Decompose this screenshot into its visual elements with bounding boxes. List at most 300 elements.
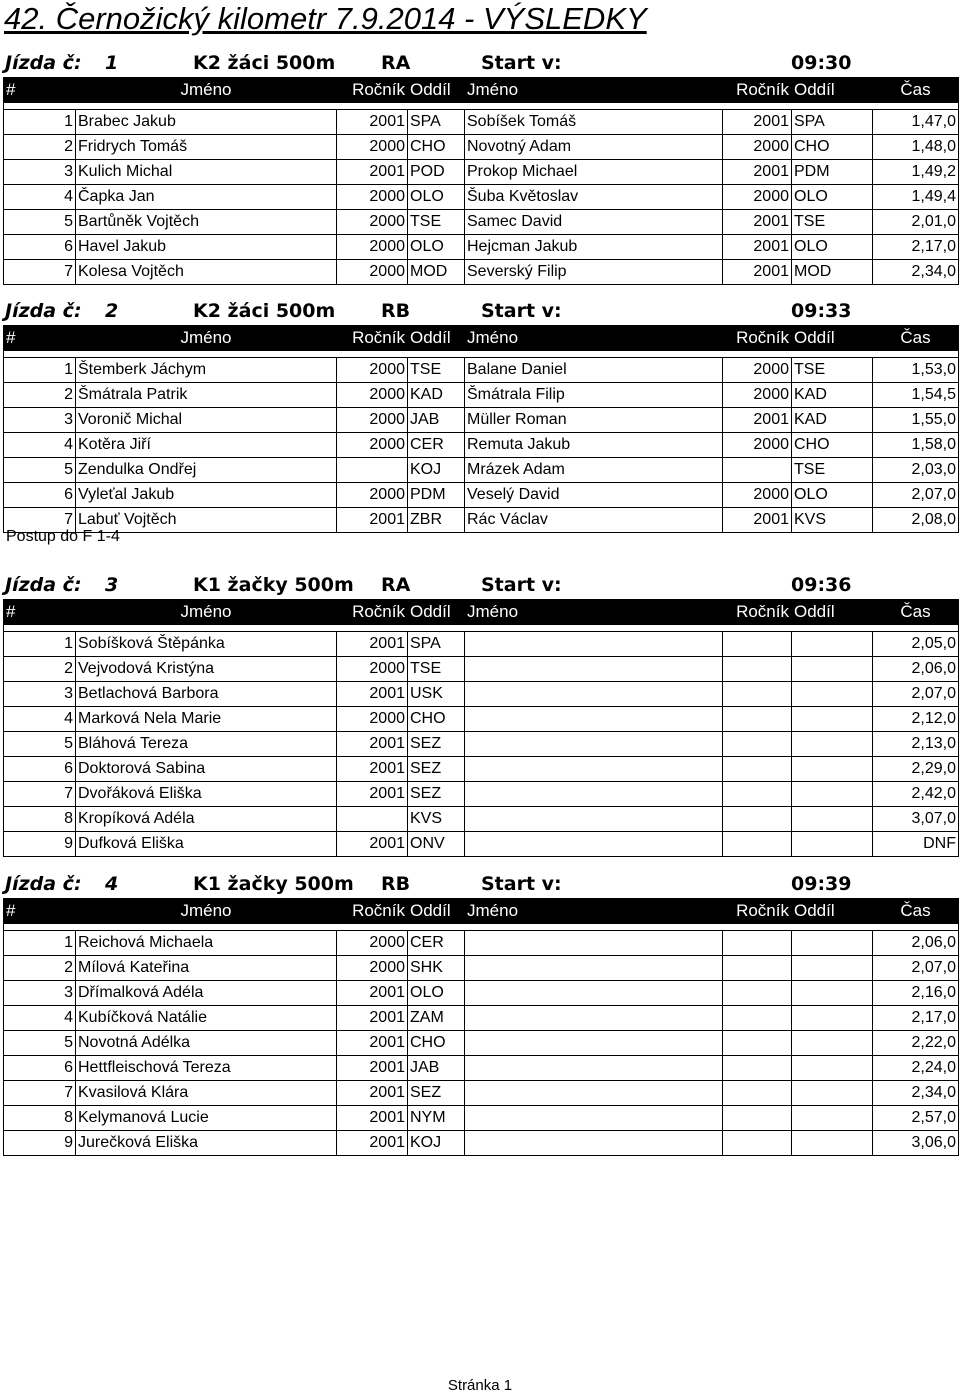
col-header-name-2: Jméno <box>465 78 723 103</box>
cell-name-2 <box>465 782 723 807</box>
table-row <box>4 210 959 235</box>
cell-club: TSE <box>408 657 465 682</box>
table-row <box>4 1031 959 1056</box>
cell-position: 4 <box>4 707 76 732</box>
table-row <box>4 807 959 832</box>
cell-year: 2001 <box>337 1081 408 1106</box>
cell-name: Mílová Kateřina <box>76 956 337 981</box>
cell-club: SEZ <box>408 1081 465 1106</box>
cell-name-2: Rác Václav <box>465 508 723 533</box>
col-header-year: Ročník <box>337 899 408 924</box>
cell-club-2 <box>792 1081 873 1106</box>
cell-club-2 <box>792 981 873 1006</box>
cell-club-2 <box>792 1106 873 1131</box>
cell-position: 6 <box>4 1056 76 1081</box>
cell-club-2: CHO <box>792 135 873 160</box>
cell-club: JAB <box>408 408 465 433</box>
cell-time: 2,57,0 <box>873 1106 959 1131</box>
cell-year-2: 2000 <box>723 433 792 458</box>
cell-year: 2000 <box>337 931 408 956</box>
cell-name: Čapka Jan <box>76 185 337 210</box>
col-header-club: Oddíl <box>408 899 465 924</box>
cell-position: 7 <box>4 508 76 533</box>
cell-position: 5 <box>4 210 76 235</box>
cell-time: 2,07,0 <box>873 682 959 707</box>
cell-club: ONV <box>408 832 465 857</box>
results-table <box>3 599 959 857</box>
page-title: 42. Černožický kilometr 7.9.2014 - VÝSLEDKY <box>4 1 647 36</box>
cell-position: 9 <box>4 1131 76 1156</box>
cell-name: Jurečková Eliška <box>76 1131 337 1156</box>
cell-club: SHK <box>408 956 465 981</box>
cell-year: 2000 <box>337 235 408 260</box>
cell-name-2: Samec David <box>465 210 723 235</box>
cell-club-2: KAD <box>792 383 873 408</box>
cell-club-2: KVS <box>792 508 873 533</box>
col-header-time: Čas <box>873 78 959 103</box>
col-header-club-2: Oddíl <box>792 899 873 924</box>
cell-position: 3 <box>4 682 76 707</box>
table-row <box>4 1131 959 1156</box>
cell-name: Vejvodová Kristýna <box>76 657 337 682</box>
cell-position: 7 <box>4 782 76 807</box>
cell-club-2 <box>792 1131 873 1156</box>
cell-position: 8 <box>4 807 76 832</box>
heat-header <box>3 870 958 898</box>
cell-time: 2,24,0 <box>873 1056 959 1081</box>
cell-year-2 <box>723 832 792 857</box>
table-row <box>4 931 959 956</box>
cell-club: OLO <box>408 235 465 260</box>
cell-club: KVS <box>408 807 465 832</box>
cell-position: 2 <box>4 956 76 981</box>
cell-name-2 <box>465 1006 723 1031</box>
heat-category: K1 žačky 500m <box>193 574 354 596</box>
col-header-name: Jméno <box>76 899 337 924</box>
cell-year-2: 2001 <box>723 160 792 185</box>
cell-name: Hettfleischová Tereza <box>76 1056 337 1081</box>
cell-club-2 <box>792 682 873 707</box>
table-row <box>4 160 959 185</box>
cell-name: Zendulka Ondřej <box>76 458 337 483</box>
cell-position: 5 <box>4 1031 76 1056</box>
table-row <box>4 707 959 732</box>
cell-time: 1,55,0 <box>873 408 959 433</box>
heat-label: Jízda č: <box>5 574 82 596</box>
cell-name: Bartůněk Vojtěch <box>76 210 337 235</box>
heat-category: K2 žáci 500m <box>193 52 336 74</box>
cell-name-2 <box>465 1106 723 1131</box>
heat-number: 2 <box>105 300 119 322</box>
heat-section <box>3 297 958 533</box>
table-row <box>4 1056 959 1081</box>
cell-club-2: OLO <box>792 185 873 210</box>
cell-year: 2001 <box>337 732 408 757</box>
heat-number: 4 <box>105 873 119 895</box>
cell-position: 4 <box>4 185 76 210</box>
cell-name-2 <box>465 832 723 857</box>
cell-club: ZAM <box>408 1006 465 1031</box>
cell-year-2 <box>723 807 792 832</box>
table-row <box>4 508 959 533</box>
cell-name-2 <box>465 757 723 782</box>
table-header-row <box>4 78 959 103</box>
cell-position: 1 <box>4 358 76 383</box>
cell-year-2 <box>723 782 792 807</box>
cell-club-2: TSE <box>792 458 873 483</box>
heat-race: RA <box>381 574 411 596</box>
cell-name: Kulich Michal <box>76 160 337 185</box>
cell-time: 1,49,4 <box>873 185 959 210</box>
heat-race: RA <box>381 52 411 74</box>
cell-club: OLO <box>408 185 465 210</box>
heat-race: RB <box>381 873 411 895</box>
cell-club: OLO <box>408 981 465 1006</box>
cell-name: Novotná Adélka <box>76 1031 337 1056</box>
cell-year: 2001 <box>337 1056 408 1081</box>
col-header-name-2: Jméno <box>465 600 723 625</box>
col-header-name: Jméno <box>76 78 337 103</box>
cell-name: Havel Jakub <box>76 235 337 260</box>
cell-name: Kolesa Vojtěch <box>76 260 337 285</box>
heat-number: 1 <box>105 52 119 74</box>
col-header-club-2: Oddíl <box>792 600 873 625</box>
col-header-year: Ročník <box>337 600 408 625</box>
table-row <box>4 260 959 285</box>
cell-year: 2000 <box>337 135 408 160</box>
cell-name-2 <box>465 1031 723 1056</box>
cell-year: 2001 <box>337 508 408 533</box>
col-header-name: Jméno <box>76 600 337 625</box>
results-table <box>3 898 959 1156</box>
table-header-row <box>4 326 959 351</box>
col-header-time: Čas <box>873 600 959 625</box>
table-row <box>4 433 959 458</box>
cell-position: 6 <box>4 235 76 260</box>
cell-club-2: SPA <box>792 110 873 135</box>
cell-club-2: PDM <box>792 160 873 185</box>
cell-time: 2,07,0 <box>873 956 959 981</box>
table-header-row <box>4 600 959 625</box>
heat-start-time: 09:36 <box>791 574 852 596</box>
cell-year-2: 2001 <box>723 260 792 285</box>
cell-year-2: 2001 <box>723 235 792 260</box>
cell-name: Doktorová Sabina <box>76 757 337 782</box>
cell-year: 2000 <box>337 956 408 981</box>
table-row <box>4 483 959 508</box>
cell-name-2 <box>465 931 723 956</box>
table-row <box>4 657 959 682</box>
cell-club: ZBR <box>408 508 465 533</box>
cell-time: 2,03,0 <box>873 458 959 483</box>
cell-name-2: Mrázek Adam <box>465 458 723 483</box>
table-row <box>4 458 959 483</box>
cell-year-2 <box>723 732 792 757</box>
heat-start-time: 09:30 <box>791 52 852 74</box>
cell-position: 9 <box>4 832 76 857</box>
table-row <box>4 782 959 807</box>
col-header-num: # <box>4 78 76 103</box>
cell-club-2 <box>792 931 873 956</box>
cell-club: SPA <box>408 110 465 135</box>
cell-club-2 <box>792 707 873 732</box>
col-header-club-2: Oddíl <box>792 78 873 103</box>
heat-header <box>3 297 958 325</box>
cell-name: Kvasilová Klára <box>76 1081 337 1106</box>
cell-time: 1,47,0 <box>873 110 959 135</box>
cell-club: KAD <box>408 383 465 408</box>
cell-year: 2000 <box>337 383 408 408</box>
cell-name-2: Šuba Květoslav <box>465 185 723 210</box>
cell-position: 1 <box>4 632 76 657</box>
cell-club-2 <box>792 782 873 807</box>
cell-club: MOD <box>408 260 465 285</box>
table-row <box>4 732 959 757</box>
heat-start-label: Start v: <box>481 52 562 74</box>
cell-club: SEZ <box>408 757 465 782</box>
col-header-num: # <box>4 899 76 924</box>
cell-name-2 <box>465 981 723 1006</box>
cell-time: 2,01,0 <box>873 210 959 235</box>
cell-time: 2,42,0 <box>873 782 959 807</box>
cell-position: 6 <box>4 483 76 508</box>
heat-label: Jízda č: <box>5 300 82 322</box>
cell-club-2: OLO <box>792 483 873 508</box>
cell-year-2: 2001 <box>723 408 792 433</box>
cell-time: 2,06,0 <box>873 931 959 956</box>
cell-time: 2,22,0 <box>873 1031 959 1056</box>
cell-year <box>337 807 408 832</box>
heat-header <box>3 571 958 599</box>
cell-name-2: Remuta Jakub <box>465 433 723 458</box>
cell-time: 2,06,0 <box>873 657 959 682</box>
cell-time: 2,07,0 <box>873 483 959 508</box>
cell-name: Reichová Michaela <box>76 931 337 956</box>
cell-year: 2001 <box>337 160 408 185</box>
cell-year: 2001 <box>337 981 408 1006</box>
cell-name: Marková Nela Marie <box>76 707 337 732</box>
cell-year-2: 2001 <box>723 508 792 533</box>
col-header-club-2: Oddíl <box>792 326 873 351</box>
cell-year-2 <box>723 981 792 1006</box>
cell-position: 2 <box>4 135 76 160</box>
cell-name-2 <box>465 632 723 657</box>
table-row <box>4 757 959 782</box>
cell-name: Štemberk Jáchym <box>76 358 337 383</box>
col-header-year: Ročník <box>337 326 408 351</box>
cell-year: 2001 <box>337 632 408 657</box>
cell-year-2 <box>723 682 792 707</box>
col-header-name-2: Jméno <box>465 899 723 924</box>
heat-start-label: Start v: <box>481 574 562 596</box>
cell-club: CHO <box>408 707 465 732</box>
cell-club: NYM <box>408 1106 465 1131</box>
cell-year-2: 2000 <box>723 358 792 383</box>
cell-name-2: Severský Filip <box>465 260 723 285</box>
cell-time: 1,49,2 <box>873 160 959 185</box>
cell-position: 6 <box>4 757 76 782</box>
cell-year-2: 2000 <box>723 483 792 508</box>
cell-name-2: Veselý David <box>465 483 723 508</box>
cell-club-2 <box>792 1056 873 1081</box>
cell-position: 3 <box>4 981 76 1006</box>
cell-position: 4 <box>4 1006 76 1031</box>
cell-club: TSE <box>408 358 465 383</box>
cell-club-2 <box>792 1006 873 1031</box>
cell-club-2 <box>792 757 873 782</box>
cell-club-2 <box>792 807 873 832</box>
cell-name: Dufková Eliška <box>76 832 337 857</box>
cell-club-2: KAD <box>792 408 873 433</box>
cell-time: 1,53,0 <box>873 358 959 383</box>
cell-name-2: Prokop Michael <box>465 160 723 185</box>
cell-club: POD <box>408 160 465 185</box>
cell-position: 8 <box>4 1106 76 1131</box>
cell-year-2 <box>723 657 792 682</box>
col-header-year-2: Ročník <box>723 600 792 625</box>
heat-start-label: Start v: <box>481 300 562 322</box>
cell-club: PDM <box>408 483 465 508</box>
cell-time: 2,08,0 <box>873 508 959 533</box>
cell-name: Betlachová Barbora <box>76 682 337 707</box>
cell-name: Fridrych Tomáš <box>76 135 337 160</box>
col-header-num: # <box>4 600 76 625</box>
cell-year: 2000 <box>337 260 408 285</box>
cell-name-2 <box>465 956 723 981</box>
cell-name-2 <box>465 1081 723 1106</box>
cell-club: SEZ <box>408 732 465 757</box>
table-row <box>4 110 959 135</box>
cell-club-2: CHO <box>792 433 873 458</box>
cell-year: 2001 <box>337 1106 408 1131</box>
cell-time: 3,07,0 <box>873 807 959 832</box>
cell-time: 2,16,0 <box>873 981 959 1006</box>
cell-year: 2001 <box>337 1131 408 1156</box>
cell-year: 2001 <box>337 782 408 807</box>
cell-time: 2,34,0 <box>873 260 959 285</box>
table-row <box>4 358 959 383</box>
cell-name: Kropíková Adéla <box>76 807 337 832</box>
cell-club-2: MOD <box>792 260 873 285</box>
heat-start-label: Start v: <box>481 873 562 895</box>
cell-name-2: Balane Daniel <box>465 358 723 383</box>
cell-year: 2001 <box>337 110 408 135</box>
table-header-row <box>4 899 959 924</box>
cell-club: CHO <box>408 1031 465 1056</box>
cell-name-2 <box>465 707 723 732</box>
cell-year: 2001 <box>337 1031 408 1056</box>
cell-position: 4 <box>4 433 76 458</box>
cell-name-2 <box>465 1056 723 1081</box>
cell-time: 2,17,0 <box>873 1006 959 1031</box>
cell-year-2 <box>723 1106 792 1131</box>
table-row <box>4 235 959 260</box>
table-row <box>4 135 959 160</box>
heat-section <box>3 571 958 857</box>
cell-club-2 <box>792 632 873 657</box>
cell-name-2: Novotný Adam <box>465 135 723 160</box>
cell-club: SPA <box>408 632 465 657</box>
heat-section <box>3 870 958 1156</box>
cell-name: Dřímalková Adéla <box>76 981 337 1006</box>
results-table <box>3 325 959 533</box>
col-header-year-2: Ročník <box>723 326 792 351</box>
heat-start-time: 09:39 <box>791 873 852 895</box>
cell-year-2 <box>723 1056 792 1081</box>
heat-label: Jízda č: <box>5 52 82 74</box>
cell-name: Dvořáková Eliška <box>76 782 337 807</box>
table-row <box>4 956 959 981</box>
cell-name: Kotěra Jiří <box>76 433 337 458</box>
cell-name-2: Hejcman Jakub <box>465 235 723 260</box>
cell-position: 7 <box>4 1081 76 1106</box>
cell-club-2: TSE <box>792 358 873 383</box>
cell-name-2 <box>465 1131 723 1156</box>
cell-club: CHO <box>408 135 465 160</box>
cell-year: 2000 <box>337 657 408 682</box>
cell-year-2 <box>723 1031 792 1056</box>
table-row <box>4 1106 959 1131</box>
heat-number: 3 <box>105 574 119 596</box>
heat-start-time: 09:33 <box>791 300 852 322</box>
cell-year-2 <box>723 1131 792 1156</box>
table-row <box>4 632 959 657</box>
cell-club: SEZ <box>408 782 465 807</box>
heat-category: K1 žačky 500m <box>193 873 354 895</box>
col-header-year: Ročník <box>337 78 408 103</box>
heat-category: K2 žáci 500m <box>193 300 336 322</box>
cell-club: CER <box>408 433 465 458</box>
cell-position: 1 <box>4 931 76 956</box>
cell-year-2 <box>723 458 792 483</box>
cell-club: CER <box>408 931 465 956</box>
cell-name-2: Šmátrala Filip <box>465 383 723 408</box>
cell-year: 2001 <box>337 757 408 782</box>
cell-name-2 <box>465 732 723 757</box>
cell-year: 2001 <box>337 1006 408 1031</box>
cell-position: 1 <box>4 110 76 135</box>
cell-name-2: Sobíšek Tomáš <box>465 110 723 135</box>
col-header-year-2: Ročník <box>723 899 792 924</box>
cell-name: Bláhová Tereza <box>76 732 337 757</box>
cell-club-2: TSE <box>792 210 873 235</box>
cell-name: Vyleťal Jakub <box>76 483 337 508</box>
cell-year: 2000 <box>337 408 408 433</box>
cell-name-2: Müller Roman <box>465 408 723 433</box>
cell-name: Šmátrala Patrik <box>76 383 337 408</box>
cell-club: KOJ <box>408 1131 465 1156</box>
cell-time: 1,58,0 <box>873 433 959 458</box>
cell-year: 2000 <box>337 185 408 210</box>
cell-time: 2,17,0 <box>873 235 959 260</box>
cell-year-2: 2000 <box>723 135 792 160</box>
col-header-time: Čas <box>873 326 959 351</box>
heat-header <box>3 49 958 77</box>
cell-time: 3,06,0 <box>873 1131 959 1156</box>
cell-club-2 <box>792 1031 873 1056</box>
cell-year: 2001 <box>337 832 408 857</box>
cell-time: 2,34,0 <box>873 1081 959 1106</box>
cell-name: Voronič Michal <box>76 408 337 433</box>
cell-year: 2001 <box>337 682 408 707</box>
col-header-club: Oddíl <box>408 78 465 103</box>
cell-year: 2000 <box>337 433 408 458</box>
table-row <box>4 832 959 857</box>
table-row <box>4 383 959 408</box>
cell-club: TSE <box>408 210 465 235</box>
heat-section <box>3 49 958 285</box>
heat-note: Postup do F 1-4 <box>6 528 120 545</box>
